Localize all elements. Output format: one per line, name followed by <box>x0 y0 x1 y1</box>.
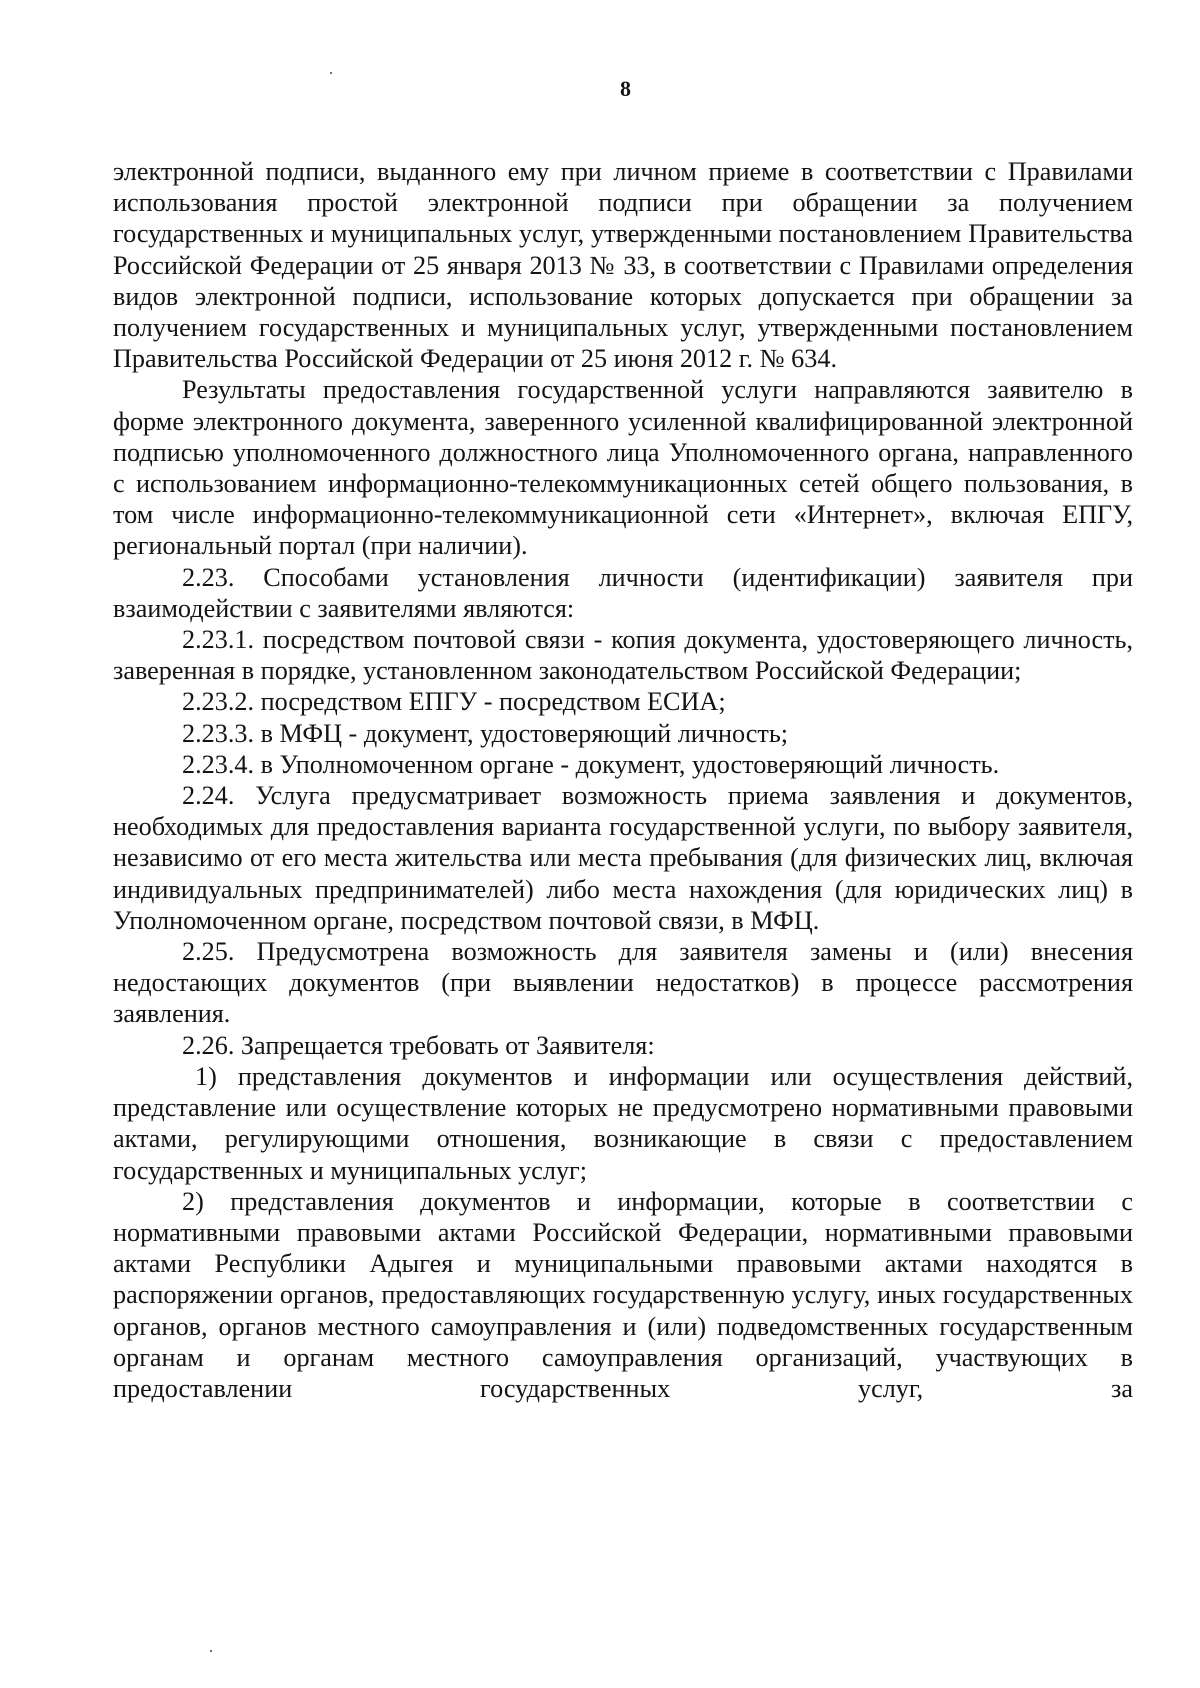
paragraph-2-23: 2.23. Способами установления личности (идентификации) заявителя при взаимодействии с заявителями являются: <box>113 562 1133 623</box>
document-body <box>113 156 1133 1404</box>
paragraph-2-24: 2.24. Услуга предусматривает возможность приема заявления и документов, необходимых для предоставления варианта государственной услуги, по выбору заявителя, независимо от его места жительства или места пребывания (для физических лиц, включая индивидуальных предпринимателей) либо места нахождения (для юридических лиц) в Уполномоченном органе, посредством почтовой связи, в МФЦ. <box>113 781 1133 935</box>
paragraph-2-23-1: 2.23.1. посредством почтовой связи - копия документа, удостоверяющего личность, заверенная в порядке, установленном законодательством Российской Федерации; <box>113 625 1133 686</box>
scan-speck <box>210 1650 212 1652</box>
paragraph-item-1: 1) представления документов и информации или осуществления действий, представление или осуществление которых не предусмотрено нормативными правовыми актами, регулирующими отношения, возникающие в связи с предоставлением государственных и муниципальных услуг; <box>113 1061 1133 1185</box>
scan-speck <box>330 72 332 74</box>
paragraph-2-23-4: 2.23.4. в Уполномоченном органе - документ, удостоверяющий личность. <box>182 749 1000 779</box>
paragraph-2-26: 2.26. Запрещается требовать от Заявителя: <box>182 1030 655 1060</box>
paragraph-esign-continuation: электронной подписи, выданного ему при личном приеме в соответствии с Правилами использования простой электронной подписи при обращении за получением государственных и муниципальных услуг, утвержденными постановлением Правительства Российской Федерации от 25 января 2013 № 33, в соответствии с Правилами определения видов электронной подписи, использование которых допускается при обращении за получением государственных и муниципальных услуг, утвержденными постановлением Правительства Российской Федерации от 25 июня 2012 г. № 634. <box>113 157 1133 374</box>
paragraph-2-23-2: 2.23.2. посредством ЕПГУ - посредством ЕСИА; <box>182 687 726 717</box>
paragraph-item-2: 2) представления документов и информации, которые в соответствии с нормативными правовыми актами Российской Федерации, нормативными правовыми актами Республики Адыгея и муниципальными правовыми актами находятся в распоряжении органов, предоставляющих государственную услугу, иных государственных органов, органов местного самоуправления и (или) подведомственных государственным органам и органам местного самоуправления организаций, участвующих в предоставлении государственных услуг, за <box>113 1186 1133 1403</box>
paragraph-2-23-3: 2.23.3. в МФЦ - документ, удостоверяющий личность; <box>182 718 789 748</box>
paragraph-service-results: Результаты предоставления государственной услуги направляются заявителю в форме электронного документа, заверенного усиленной квалифицированной электронной подписью уполномоченного должностного лица Уполномоченного органа, направленного с использованием информационно-телекоммуникационных сетей общего пользования, в том числе информационно-телекоммуникационной сети «Интернет», включая ЕПГУ, региональный портал (при наличии). <box>113 375 1133 561</box>
page-number: 8 <box>620 76 631 101</box>
paragraph-2-25: 2.25. Предусмотрена возможность для заявителя замены и (или) внесения недостающих документов (при выявлении недостатков) в процессе рассмотрения заявления. <box>113 937 1133 1029</box>
